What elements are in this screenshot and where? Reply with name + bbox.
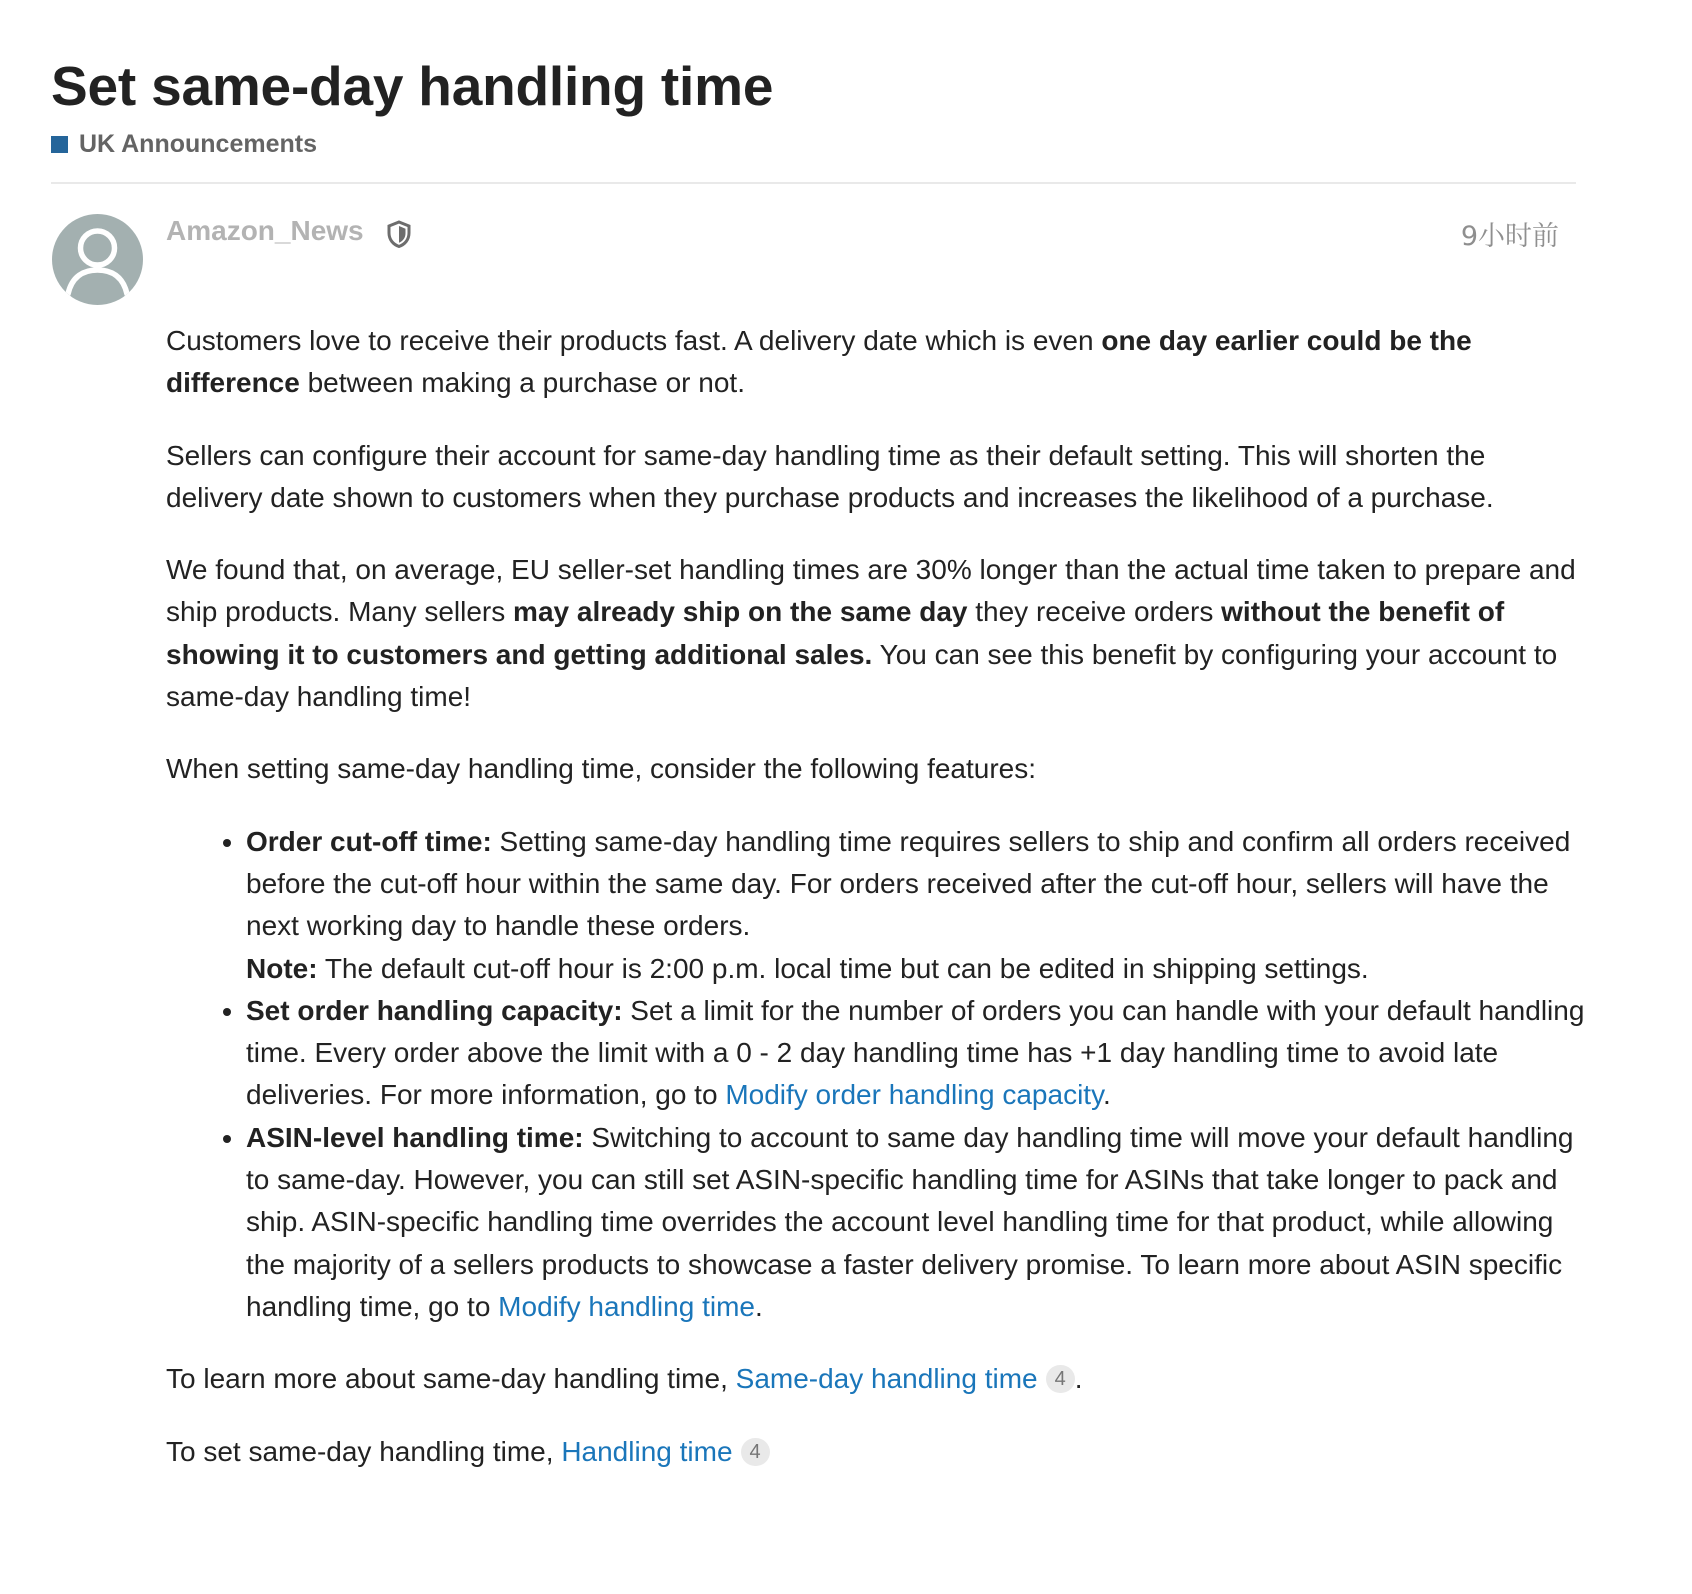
post-header [166, 212, 1559, 252]
punctuation: . [1103, 1079, 1111, 1111]
paragraph-findings [166, 549, 1586, 718]
text-run: We found that, on average, EU seller-set handling times are 30% longer than the actual time taken to prepare and ship products. Many sellers [166, 554, 1576, 628]
bold-text: one day earlier could be the difference [166, 325, 1472, 399]
category-link[interactable] [51, 130, 317, 159]
bold-text: without the benefit of showing it to customers and getting additional sales. [166, 596, 1505, 670]
punctuation: . [754, 1290, 763, 1322]
paragraph-learn-more [166, 1358, 1586, 1400]
avatar-silhouette-icon [52, 214, 143, 305]
shield-icon [386, 220, 412, 248]
note-text: The default cut-off hour is 2:00 p.m. local time but can be edited in shipping settings. [317, 952, 1369, 984]
modify-capacity-link[interactable]: Modify order handling capacity [725, 1079, 1103, 1111]
post-date[interactable]: 9小时前 [1460, 221, 1559, 252]
same-day-handling-link[interactable]: Same-day handling time [735, 1363, 1038, 1395]
feature-asin [246, 1117, 1586, 1328]
link-click-count: 4 [1046, 1365, 1075, 1393]
text-run: To set same-day handling time, [166, 1435, 562, 1467]
text-run: Sellers can configure their account for same-day handling time as their default setting. This will shorten the delivery date shown to customers when they purchase products and increases the likelihood of a purchase. [166, 439, 1494, 513]
modify-handling-time-link[interactable]: Modify handling time [498, 1290, 755, 1322]
topic-title: Set same-day handling time [51, 55, 774, 117]
text-run: between making a purchase or not. [299, 367, 745, 399]
text-run: When setting same-day handling time, consider the following features: [166, 753, 1037, 785]
bold-text: may already ship on the same day [513, 596, 968, 628]
paragraph-intro [166, 320, 1586, 405]
paragraph-configure [166, 435, 1586, 520]
handling-time-link[interactable]: Handling time [561, 1435, 733, 1467]
feature-text: Switching to account to same day handling time will move your default handling to same-day. However, you can still set ASIN-specific handling time for ASINs that take longer to pack and ship. ASIN-specific handling time overrides the account level handling time for that product, while allowing the majority of a sellers products to showcase a faster delivery promise. To learn more about ASIN specific handling time, go to [246, 1121, 1574, 1322]
feature-text: Setting same-day handling time requires sellers to ship and confirm all orders received before the cut-off hour within the same day. For orders received after the cut-off hour, sellers will have the next working day to handle these orders. [246, 825, 1571, 942]
feature-text: Set a limit for the number of orders you can handle with your default handling time. Every order above the limit with a 0 - 2 day handling time has +1 day handling time to avoid late deliveries. For more information, go to [246, 994, 1585, 1111]
text-run: You can see this benefit by configuring your account to same-day handling time! [166, 638, 1558, 713]
author-username[interactable]: Amazon_News [166, 215, 364, 246]
paragraph-set-handling [166, 1431, 1586, 1473]
title-divider [51, 182, 1576, 184]
feature-label: Order cut-off time: [246, 825, 492, 857]
post-body [166, 320, 1586, 1503]
feature-label: Set order handling capacity: [246, 994, 623, 1026]
punctuation: . [1074, 1363, 1083, 1395]
feature-label: ASIN-level handling time: [246, 1121, 584, 1153]
text-run: Customers love to receive their products fast. A delivery date which is even [166, 325, 1102, 356]
user-avatar-icon[interactable] [52, 214, 143, 305]
text-run: they receive orders [967, 596, 1222, 628]
features-list [166, 821, 1586, 1329]
category-badge [51, 136, 68, 153]
feature-cutoff [246, 821, 1586, 990]
link-click-count: 4 [741, 1438, 770, 1466]
feature-capacity [246, 990, 1586, 1117]
note-label: Note: [246, 952, 318, 984]
paragraph-features-intro [166, 748, 1586, 790]
text-run: To learn more about same-day handling time, [166, 1363, 736, 1395]
category-name: UK Announcements [79, 130, 317, 158]
